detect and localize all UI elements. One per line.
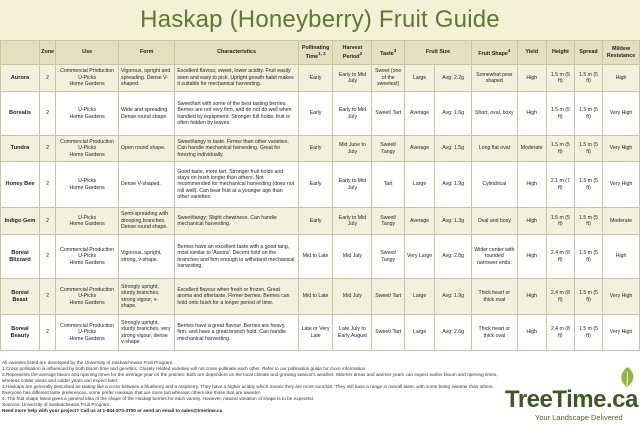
yield-cell: High (517, 92, 546, 136)
fruit-size-avg-cell: Avg: 1.9g (435, 279, 472, 315)
spread-cell: 1.5 m (5 ft) (574, 279, 602, 315)
note-intro: All varieties listed are developed by the University of Saskatchewan Fruit Program. (2, 360, 174, 365)
help-contact: Need more help with your project? Call us at 1-844-873-3700 or send an email to sales@treetime.ca (2, 408, 223, 414)
variety-cell: Tundra (1, 136, 40, 162)
spread-cell: 1.5 m (5 ft) (574, 235, 602, 279)
variety-cell: Boreal Blizzard (1, 235, 40, 279)
header-fruit-shape-sup: 4 (507, 48, 511, 53)
fruit-shape-cell: Wider center with rounded narrower ends. (472, 235, 517, 279)
variety-cell: Boreal Beauty (1, 315, 40, 351)
harvest-cell: Early to Mid July (333, 65, 372, 92)
use-cell: U-Picks Home Gardens (56, 162, 119, 208)
characteristics-cell: Excellent flavour when fresh or frozen. Great aroma and aftertaste. Firmer berries. Berries can hold onto bush for a longer period of time. (175, 279, 298, 315)
fruit-shape-cell: Thick heart or thick oval (472, 279, 517, 315)
zone-cell: 2 (39, 92, 55, 136)
harvest-cell: Early to Mid July (333, 162, 372, 208)
fruit-guide-table (0, 40, 640, 351)
table-row (1, 235, 640, 279)
note-4: 4. The fruit shape listed gives a general idea of the shape of the Haskap berries for each variety. However, natural variation of shape is to be expected. (2, 396, 314, 402)
table-header-row (1, 41, 640, 65)
header-taste-sup: 3 (393, 48, 397, 53)
height-cell: 1.5 m (5 ft) (546, 65, 574, 92)
taste-cell: Sweet (one of the sweetest) (372, 65, 404, 92)
characteristics-cell: Sweet/tangy in taste. Firmer than other varieties. Can handle mechanical harvesting. Great for freezing individually. (175, 136, 298, 162)
fruit-size-cell: Large (404, 279, 434, 315)
height-cell: 1.5 m (5 ft) (546, 92, 574, 136)
note-2: 2.Represents the average bloom and ripening times for the average year on the prairies. Both are dependent on the local climate and growing season's weather. Warmer areas and warmer years can expect earlier bloom and ripening times, whereas colder areas and colder years can expect later. (2, 372, 498, 384)
mildew-cell: Very High (603, 279, 640, 315)
use-cell: Commercial Production U-Picks Home Gardens (56, 65, 119, 92)
header-harvest-label: Harvest Period (342, 44, 363, 60)
height-cell: 1.5 m (5 ft) (546, 208, 574, 235)
characteristics-cell: Sweet/tangy; Slight chewiness. Can handle mechanical harvesting. (175, 208, 298, 235)
height-cell: 2.4 m (8 ft) (546, 315, 574, 351)
title-bar (0, 0, 640, 40)
yield-cell: High (517, 235, 546, 279)
use-cell: Commercial Production U-Picks Home Gardens (56, 136, 119, 162)
form-cell: Semi-spreading with drooping branches. Dense round shape. (119, 208, 175, 235)
page-title: Haskap (Honeyberry) Fruit Guide (140, 6, 500, 33)
fruit-size-avg-cell: Avg: 2.2g (435, 65, 472, 92)
spread-cell: 1.5 m (5 ft) (574, 208, 602, 235)
header-zone: Zone (39, 41, 55, 65)
fruit-size-avg-cell: Avg: 1.5g (435, 136, 472, 162)
header-characteristics: Characteristics (175, 41, 298, 65)
pollinating-cell: Early (298, 65, 333, 92)
header-pollinating-sup: 1, 2 (318, 51, 326, 57)
variety-cell: Indigo Gem (1, 208, 40, 235)
height-cell: 2.4 m (8 ft) (546, 279, 574, 315)
zone-cell: 2 (39, 65, 55, 92)
pollinating-cell: Early (298, 162, 333, 208)
treetime-logo (505, 380, 637, 428)
characteristics-cell: Excellent flavour, sweet, lower acidity. Fruit easily seen and easy to pick. Upright growth habit makes it suitable for mechanical harvesting. (175, 65, 298, 92)
table-row (1, 279, 640, 315)
header-taste (372, 41, 404, 65)
spread-cell: 1.5 m (5 ft) (574, 65, 602, 92)
mildew-cell: High (603, 65, 640, 92)
variety-cell: Borealis (1, 92, 40, 136)
header-harvest-sup: 2 (359, 51, 363, 57)
spread-cell: 1.5 m (5 ft) (574, 136, 602, 162)
fruit-size-cell: Large (404, 162, 434, 208)
use-cell: Commercial Production U-Picks Home Gardens (56, 279, 119, 315)
header-height: Height (546, 41, 574, 65)
fruit-size-cell: Large (404, 65, 434, 92)
note-sources: Sources: University of Saskatchewan Fruit Program. (2, 402, 111, 408)
characteristics-cell: Berries have an excellent taste with a good tang, most similar to 'Aurora'. Decent hold on the branches and firm enough to withstand mechanical harvesting. (175, 235, 298, 279)
header-fruit-shape (472, 41, 517, 65)
characteristics-cell: Sweet/tart with some of the best tasting berries. Berries are not very firm, and do not do well when handled by equipment. Stronger full holds, fruit is often hidden by leaves. (175, 92, 298, 136)
header-pollinating (298, 41, 333, 65)
taste-cell: Sweet/ Tart (372, 315, 404, 351)
fruit-size-avg-cell: Avg: 2.8g (435, 235, 472, 279)
fruit-size-cell: Very Large (404, 235, 434, 279)
header-fruit-shape-label: Fruit Shape (478, 50, 508, 57)
harvest-cell: Early to Mid July (333, 208, 372, 235)
header-taste-label: Taste (380, 50, 394, 57)
table-row (1, 315, 640, 351)
table-row (1, 136, 640, 162)
header-pollinating-label: Pollinating Time (301, 44, 330, 60)
zone-cell: 2 (39, 235, 55, 279)
yield-cell: High (517, 279, 546, 315)
fruit-size-cell: Large (404, 315, 434, 351)
mildew-cell: Very High (603, 162, 640, 208)
zone-cell: 2 (39, 136, 55, 162)
fruit-size-avg-cell: Avg: 2.6g (435, 315, 472, 351)
mildew-cell: Moderate (603, 208, 640, 235)
yield-cell: Moderate (517, 136, 546, 162)
taste-cell: Tart (372, 162, 404, 208)
table-row (1, 92, 640, 136)
fruit-shape-cell: Long flat oval (472, 136, 517, 162)
height-cell: 2.1 m (7 ft) (546, 162, 574, 208)
variety-cell: Boreal Beast (1, 279, 40, 315)
pollinating-cell: Early (298, 136, 333, 162)
note-3: 3.Haskaps are generally described as tasting like a cross between a blueberry and a raspberry. They have a higher acidity which means they are more sour/tart. They still have a range in overall taste, with some being sweeter than others. Everyone has different taste preferences, some prefer Haskaps that are more tart whereas others like those that are sweeter. (2, 384, 494, 396)
spread-cell: 1.5 m (5 ft) (574, 162, 602, 208)
taste-cell: Sweet/ Tangy (372, 235, 404, 279)
header-yield: Yield (517, 41, 546, 65)
height-cell: 2.4 m (8 ft) (546, 235, 574, 279)
use-cell: Commercial Production U-Picks Home Gardens (56, 235, 119, 279)
header-spread: Spread (574, 41, 602, 65)
yield-cell: High (517, 208, 546, 235)
header-use: Use (56, 41, 119, 65)
pollinating-cell: Mid to Late (298, 235, 333, 279)
mildew-cell: Very High (603, 136, 640, 162)
form-cell: Open round shape. (119, 136, 175, 162)
table-body (1, 65, 640, 351)
fruit-shape-cell: Somewhat pear shaped (472, 65, 517, 92)
harvest-cell: Early to Mid July (333, 92, 372, 136)
form-cell: Vigorous, upright and spreading. Dense V-shaped. (119, 65, 175, 92)
zone-cell: 2 (39, 162, 55, 208)
yield-cell: High (517, 162, 546, 208)
use-cell: U-Picks Home Gardens (56, 92, 119, 136)
taste-cell: Sweet/ Tangy (372, 208, 404, 235)
pollinating-cell: Mid to Late (298, 279, 333, 315)
header-fruit-size: Fruit Size (404, 41, 471, 65)
table-row (1, 208, 640, 235)
form-cell: Vigorous, upright, strong, v-shape. (119, 235, 175, 279)
fruit-size-avg-cell: Avg: 1.6g (435, 92, 472, 136)
note-1: 1.Cross pollination is influenced by both bloom time and genetics. Closely related varieties will not cross-pollinate each other. Refer to our pollination guide for more information. (2, 366, 367, 372)
harvest-cell: Mid July (333, 235, 372, 279)
logo-name: TreeTime.ca (505, 386, 638, 413)
spread-cell: 1.5 m (5 ft) (574, 315, 602, 351)
taste-cell: Sweet/ Tart (372, 279, 404, 315)
zone-cell: 2 (39, 279, 55, 315)
use-cell: U-Picks Home Gardens (56, 208, 119, 235)
characteristics-cell: Berries have a great flavour. Berries are heavy, firm, and have a great branch hold. Can handle mechanical harvesting. (175, 315, 298, 351)
use-cell: Commercial Production U-Picks Home Gardens (56, 315, 119, 351)
characteristics-cell: Good taste, more tart. Stronger fruit holds and stays on bush longer than others. Not recommended for mechanical harvesting (does not roll well). Can bear fruit at a younger age than other varieties. (175, 162, 298, 208)
header-mildew: Mildew Resistance (603, 41, 640, 65)
leaf-icon (617, 366, 637, 388)
table-row (1, 65, 640, 92)
variety-cell: Honey Bee (1, 162, 40, 208)
fruit-shape-cell: Cylindrical (472, 162, 517, 208)
mildew-cell: Very High (603, 92, 640, 136)
fruit-shape-cell: Thick heart or thick oval (472, 315, 517, 351)
footnotes (2, 360, 502, 414)
pollinating-cell: Early (298, 208, 333, 235)
yield-cell: High (517, 315, 546, 351)
mildew-cell: Very High (603, 315, 640, 351)
form-cell: Strongly upright, sturdy branches, very strong vigour, dense v-shape. (119, 315, 175, 351)
zone-cell: 2 (39, 315, 55, 351)
pollinating-cell: Early (298, 92, 333, 136)
mildew-cell: High (603, 235, 640, 279)
table-row (1, 162, 640, 208)
logo-tagline: Your Landscape Delivered (535, 413, 623, 422)
harvest-cell: Late July to Early August (333, 315, 372, 351)
height-cell: 1.5 m (5 ft) (546, 136, 574, 162)
fruit-shape-cell: Short, oval, boxy (472, 92, 517, 136)
fruit-shape-cell: Oval and boxy (472, 208, 517, 235)
taste-cell: Sweet/ Tangy (372, 136, 404, 162)
variety-cell: Aurora (1, 65, 40, 92)
form-cell: Wide and spreading. Dense round shape. (119, 92, 175, 136)
taste-cell: Sweet/ Tart (372, 92, 404, 136)
harvest-cell: Mid June to July (333, 136, 372, 162)
fruit-size-avg-cell: Avg: 1.3g (435, 208, 472, 235)
header-form: Form (119, 41, 175, 65)
form-cell: Strongly upright, sturdy branches, strong vigour, v-shape. (119, 279, 175, 315)
fruit-size-cell: Average (404, 136, 434, 162)
pollinating-cell: Late or Very Late (298, 315, 333, 351)
zone-cell: 2 (39, 208, 55, 235)
header-harvest (333, 41, 372, 65)
fruit-size-cell: Average (404, 92, 434, 136)
harvest-cell: Mid July (333, 279, 372, 315)
header-variety (1, 41, 40, 65)
spread-cell: 1.5 m (5 ft) (574, 92, 602, 136)
fruit-size-avg-cell: Avg: 1.9g (435, 162, 472, 208)
form-cell: Dense V-shaped. (119, 162, 175, 208)
yield-cell: High (517, 65, 546, 92)
fruit-size-cell: Average (404, 208, 434, 235)
